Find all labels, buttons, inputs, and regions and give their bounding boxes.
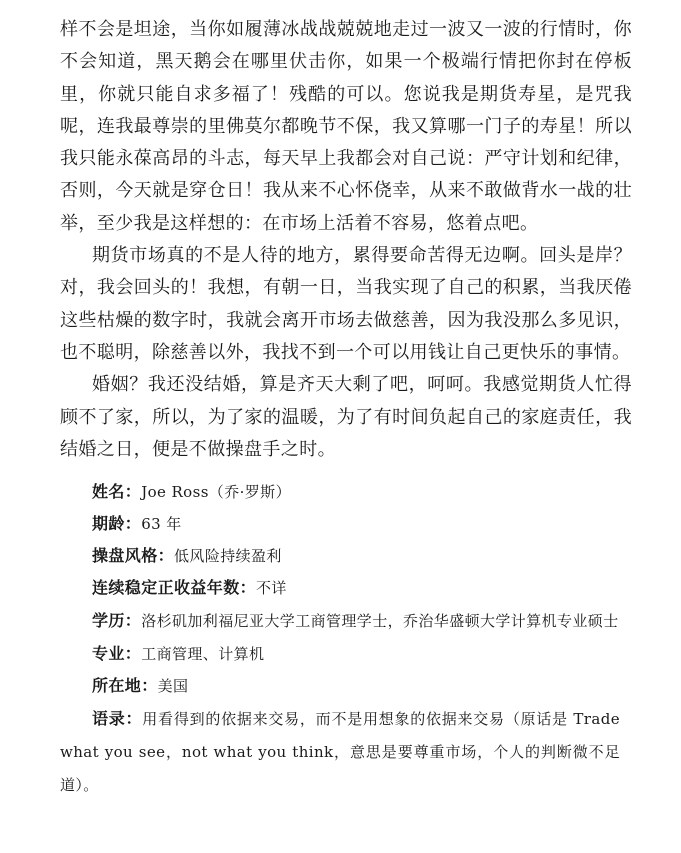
body-text <box>60 14 632 466</box>
paragraph-futures-market: 期货市场真的不是人待的地方，累得要命苦得无边啊。回头是岸？对，我会回头的！我想，有朝一日，当我实现了自己的积累，当我厌倦这些枯燥的数字时，我就会离开市场去做慈善，因为我没那么多见识，也不聪明，除慈善以外，我找不到一个可以用钱让自己更快乐的事情。 <box>60 245 632 363</box>
profile-major-label: 专业： <box>92 644 142 663</box>
profile-location-value: 美国 <box>157 677 189 695</box>
profile-age <box>60 508 620 540</box>
profile-name-label: 姓名： <box>92 482 142 501</box>
profile-quote-label: 语录： <box>92 709 143 728</box>
profile-age-value: 63 年 <box>141 515 182 533</box>
profile-years <box>60 572 620 604</box>
trader-profile <box>60 476 620 802</box>
profile-quote <box>60 702 620 802</box>
profile-education <box>60 604 620 638</box>
paragraph-marriage: 婚姻？我还没结婚，算是齐天大剩了吧，呵呵。我感觉期货人忙得顾不了家，所以，为了家的温暖，为了有时间负起自己的家庭责任，我结婚之日，便是不做操盘手之时。 <box>60 374 632 460</box>
profile-quote-value: 用看得到的依据来交易，而不是用想象的依据来交易（原话是 Trade what you see，not what you think，意思是要尊重市场，个人的判断微不足道）。 <box>60 710 620 794</box>
profile-years-value: 不详 <box>256 579 287 597</box>
profile-name-value: Joe Ross（乔·罗斯） <box>141 483 291 501</box>
profile-major <box>60 638 620 670</box>
profile-age-label: 期龄： <box>92 514 142 533</box>
profile-years-label: 连续稳定正收益年数： <box>92 578 257 597</box>
profile-style-value: 低风险持续盈利 <box>174 547 282 565</box>
profile-location-label: 所在地： <box>92 676 158 695</box>
profile-education-label: 学历： <box>92 611 142 630</box>
profile-major-value: 工商管理、计算机 <box>141 645 265 663</box>
profile-location <box>60 670 620 702</box>
profile-education-value: 洛杉矶加利福尼亚大学工商管理学士，乔治华盛顿大学计算机专业硕士 <box>141 612 619 630</box>
paragraph-continuation: 样不会是坦途，当你如履薄冰战战兢兢地走过一波又一波的行情时，你不会知道，黑天鹅会在哪里伏击你，如果一个极端行情把你封在停板里，你就只能自求多福了！残酷的可以。您说我是期货寿星，是咒我呢，连我最尊崇的里佛莫尔都晚节不保，我又算哪一门子的寿星！所以我只能永葆高昂的斗志，每天早上我都会对自己说：严守计划和纪律，否则，今天就是穿仓日！我从来不心怀侥幸，从来不敢做背水一战的壮举，至少我是这样想的：在市场上活着不容易，悠着点吧。 <box>60 19 632 234</box>
profile-style-label: 操盘风格： <box>92 546 175 565</box>
profile-style <box>60 540 620 572</box>
profile-name <box>60 476 620 508</box>
